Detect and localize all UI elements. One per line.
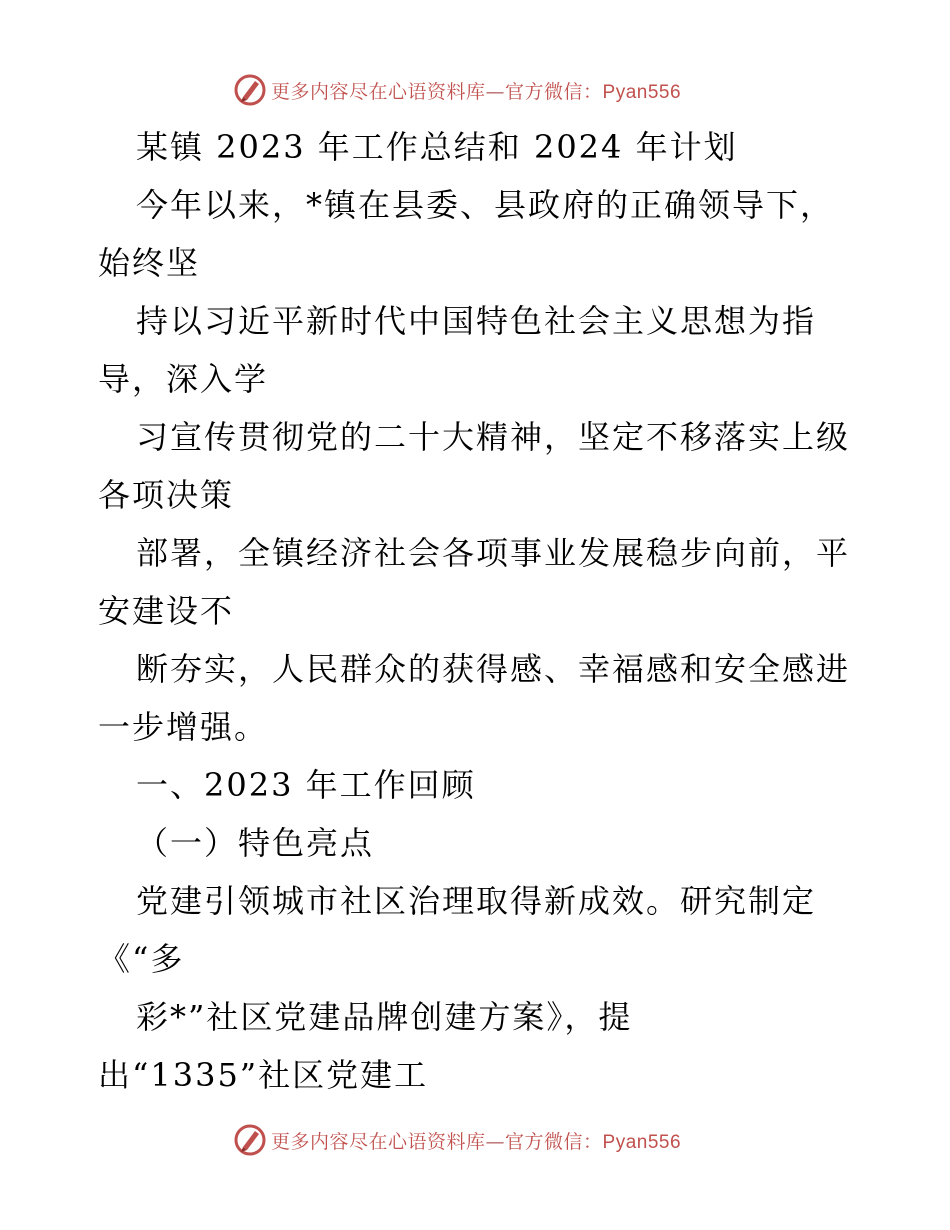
watermark-wechat-label: 官方微信：	[505, 1130, 603, 1153]
watermark-wechat-id: Pyan556	[602, 1131, 682, 1153]
doc-line-3: 持以习近平新时代中国特色社会主义思想为指	[136, 302, 817, 340]
pen-seal-icon	[233, 1123, 267, 1157]
doc-line-10: 一步增强。	[98, 708, 269, 746]
doc-line-4: 导，深入学	[98, 360, 269, 398]
watermark-wechat-label: 官方微信：	[505, 80, 603, 103]
header-watermark	[0, 70, 950, 110]
watermark-wechat-id: Pyan556	[602, 81, 682, 103]
watermark-text: 更多内容尽在心语资料库	[271, 80, 486, 103]
doc-line-15: 彩*”社区党建品牌创建方案》，提	[136, 998, 633, 1036]
doc-line-16: 出“1335”社区党建工	[98, 1056, 429, 1094]
doc-line-13: 党建引领城市社区治理取得新成效。研究制定	[136, 882, 817, 920]
doc-line-8: 安建设不	[98, 592, 235, 630]
watermark-dash: —	[485, 1130, 506, 1153]
doc-line-9: 断夯实，人民群众的获得感、幸福感和安全感进	[136, 650, 851, 688]
doc-line-7: 部署，全镇经济社会各项事业发展稳步向前，平	[136, 534, 851, 572]
doc-line-14: 《“多	[98, 940, 185, 978]
doc-title: 某镇 2023 年工作总结和 2024 年计划	[136, 128, 738, 166]
watermark-dash: —	[485, 80, 506, 103]
subsection-heading-1: （一）特色亮点	[136, 824, 375, 862]
watermark-text: 更多内容尽在心语资料库	[271, 1130, 486, 1153]
doc-line-2: 始终坚	[98, 244, 201, 282]
doc-line-1: 今年以来，*镇在县委、县政府的正确领导下，	[136, 186, 835, 224]
doc-line-6: 各项决策	[98, 476, 235, 514]
section-heading-1: 一、2023 年工作回顾	[136, 766, 476, 804]
pen-seal-icon	[233, 73, 267, 107]
footer-watermark	[0, 1120, 950, 1160]
doc-line-5: 习宣传贯彻党的二十大精神，坚定不移落实上级	[136, 418, 851, 456]
